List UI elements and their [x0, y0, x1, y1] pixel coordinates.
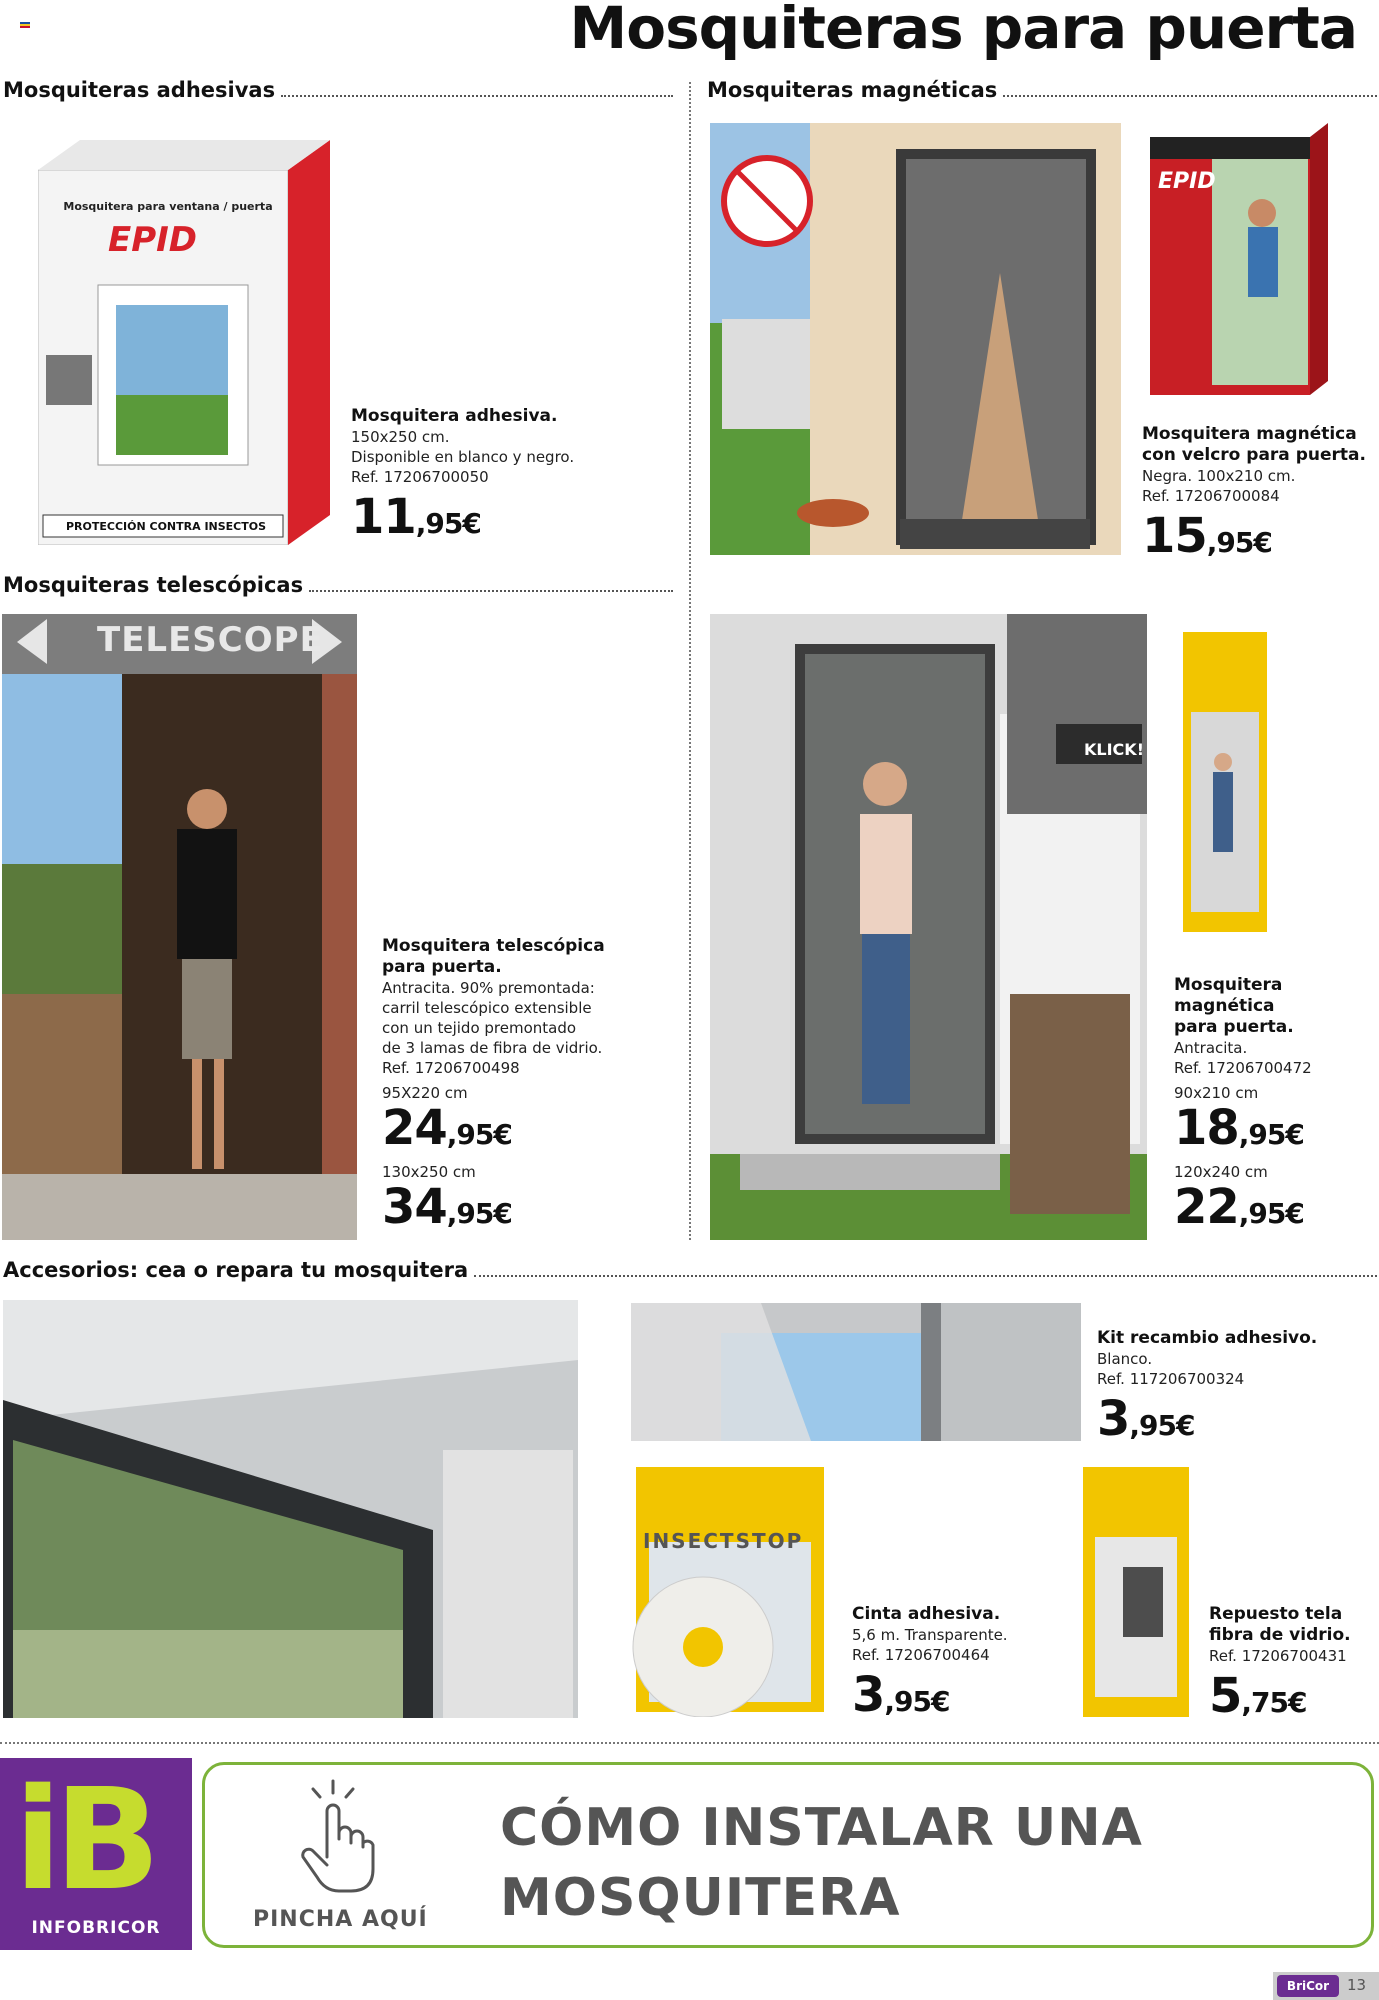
insectstop-label: INSECTSTOP — [643, 1529, 804, 1553]
size-label: 130x250 cm — [382, 1163, 476, 1181]
product-title: para puerta. — [382, 957, 502, 977]
section-header-telescopicas — [3, 573, 673, 597]
product-info-magnetica-velcro — [1142, 424, 1378, 569]
page-badge — [1273, 1972, 1379, 2000]
logo-letters: iB — [14, 1759, 153, 1922]
page-number: 13 — [1347, 1976, 1367, 1994]
product-info-telescopica — [382, 936, 682, 1240]
price: 18,95€ — [1174, 1100, 1304, 1156]
section-header-accesorios — [3, 1258, 1377, 1282]
product-ref: Ref. 17206700464 — [852, 1646, 990, 1664]
column-divider — [689, 82, 691, 1240]
product-desc: Disponible en blanco y negro. — [351, 448, 575, 466]
banner-headline — [500, 1793, 1143, 1933]
box-title: Mosquitera para ventana / puerta — [63, 200, 273, 213]
product-title: Kit recambio adhesivo. — [1097, 1328, 1318, 1348]
product-ref: Ref. 17206700431 — [1209, 1647, 1347, 1665]
product-title: Cinta adhesiva. — [852, 1604, 1001, 1624]
product-image-telescopica — [2, 614, 357, 1240]
price: 15,95€ — [1142, 508, 1272, 564]
product-title: con velcro para puerta. — [1142, 445, 1366, 465]
epid-logo: EPID — [1158, 169, 1216, 194]
product-title: fibra de vidrio. — [1209, 1625, 1351, 1645]
price: 3,95€ — [852, 1667, 950, 1723]
flag-icon — [20, 22, 30, 28]
page-title: Mosquiteras para puerta — [569, 0, 1357, 62]
section-header-adhesivas — [3, 78, 673, 102]
price: 22,95€ — [1174, 1179, 1304, 1235]
section-header-magneticas — [707, 78, 1377, 102]
product-desc: Antracita. 90% premontada: — [382, 979, 595, 997]
accessory-image-repuesto — [1083, 1467, 1191, 1717]
accessory-image-kit — [631, 1303, 1081, 1441]
bricor-logo: BriCor — [1277, 1975, 1339, 1997]
how-to-install-banner[interactable] — [202, 1762, 1374, 1948]
product-title: Mosquitera — [1174, 975, 1283, 995]
logo-text: INFOBRICOR — [31, 1918, 161, 1938]
section-label: Accesorios: cea o repara tu mosquitera — [3, 1258, 469, 1282]
product-image-adhesiva — [38, 140, 330, 545]
product-desc: Antracita. — [1174, 1039, 1248, 1057]
product-image-magnetica-velcro — [710, 123, 1121, 555]
product-desc: Blanco. — [1097, 1350, 1153, 1368]
product-image-magnetica-velcro-box — [1150, 123, 1328, 395]
price: 11,95€ — [351, 489, 481, 545]
product-desc: 5,6 m. Transparente. — [852, 1626, 1008, 1644]
product-title: para puerta. — [1174, 1017, 1294, 1037]
product-desc: con un tejido premontado — [382, 1019, 577, 1037]
product-ref: Ref. 17206700050 — [351, 468, 489, 486]
footer-divider — [0, 1742, 1379, 1744]
headline-line: MOSQUITERA — [500, 1868, 901, 1928]
product-info-kit — [1097, 1328, 1377, 1452]
product-ref: Ref. 17206700084 — [1142, 487, 1280, 505]
section-label: Mosquiteras adhesivas — [3, 78, 276, 102]
product-desc: Negra. 100x210 cm. — [1142, 467, 1296, 485]
epid-logo: EPID — [108, 220, 198, 260]
product-title: Mosquitera adhesiva. — [351, 406, 558, 426]
box-bottom-text: PROTECCIÓN CONTRA INSECTOS — [65, 520, 267, 533]
product-info-cinta — [852, 1604, 1072, 1728]
product-ref: Ref. 17206700498 — [382, 1059, 520, 1077]
telescope-label: TELESCOPE — [97, 620, 324, 660]
product-info-magnetica — [1174, 975, 1379, 1240]
price: 3,95€ — [1097, 1391, 1195, 1447]
accessory-image-cinta — [631, 1467, 826, 1717]
infobricor-logo[interactable] — [0, 1758, 192, 1950]
product-title: Repuesto tela — [1209, 1604, 1343, 1624]
section-label: Mosquiteras telescópicas — [3, 573, 304, 597]
price: 5,75€ — [1209, 1668, 1307, 1724]
product-image-magnetica — [710, 614, 1147, 1240]
headline-line: CÓMO INSTALAR UNA — [500, 1798, 1143, 1858]
product-info-repuesto — [1209, 1604, 1379, 1729]
product-ref: Ref. 17206700472 — [1174, 1059, 1312, 1077]
section-label: Mosquiteras magnéticas — [707, 78, 998, 102]
tap-hand-icon — [293, 1777, 383, 1901]
klick-label: KLICK! — [1084, 740, 1144, 759]
product-desc: 150x250 cm. — [351, 428, 450, 446]
price: 24,95€ — [382, 1100, 512, 1156]
size-label: 120x240 cm — [1174, 1163, 1268, 1181]
size-label: 95X220 cm — [382, 1084, 468, 1102]
product-desc: carril telescópico extensible — [382, 999, 592, 1017]
accessory-image-window — [3, 1300, 578, 1718]
product-image-magnetica-box — [1183, 632, 1273, 932]
size-label: 90x210 cm — [1174, 1084, 1259, 1102]
cta-label[interactable]: PINCHA AQUÍ — [253, 1907, 428, 1932]
product-ref: Ref. 117206700324 — [1097, 1370, 1245, 1388]
product-title: Mosquitera telescópica — [382, 936, 605, 956]
product-desc: de 3 lamas de fibra de vidrio. — [382, 1039, 603, 1057]
product-title: magnética — [1174, 996, 1275, 1016]
product-title: Mosquitera magnética — [1142, 424, 1357, 444]
price: 34,95€ — [382, 1179, 512, 1235]
product-info-adhesiva — [351, 406, 681, 550]
